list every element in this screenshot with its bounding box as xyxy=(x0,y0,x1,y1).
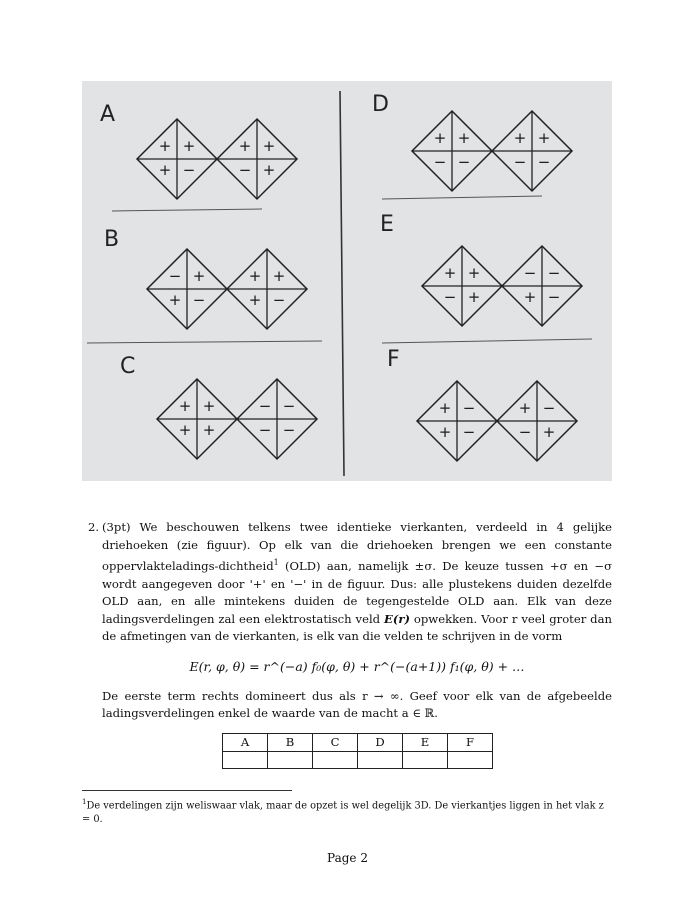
answer-cell-d[interactable] xyxy=(358,752,403,769)
charge-sign: + xyxy=(518,399,532,417)
charge-sign: + xyxy=(248,291,262,309)
charge-sign: − xyxy=(547,264,561,282)
field-symbol: E(r) xyxy=(384,611,410,626)
charge-sign: + xyxy=(182,137,196,155)
answer-cell-c[interactable] xyxy=(313,752,358,769)
charge-sign: + xyxy=(262,137,276,155)
charge-sign: − xyxy=(258,397,272,415)
answer-table-answers xyxy=(223,752,493,769)
footnote-ref: 1 xyxy=(273,558,279,568)
charge-sign: − xyxy=(542,399,556,417)
footnote-text: De verdelingen zijn weliswaar vlak, maar de opzet is wel degelijk 3D. De vierkantjes liggen in het vlak z = 0. xyxy=(82,800,604,826)
panel-label-a: A xyxy=(100,102,116,127)
row-separator-line xyxy=(382,339,592,343)
charge-sign: + xyxy=(438,423,452,441)
charge-sign: − xyxy=(457,153,471,171)
charge-sign: + xyxy=(537,129,551,147)
charge-sign: − xyxy=(182,161,196,179)
charge-sign: + xyxy=(457,129,471,147)
charge-sign: + xyxy=(467,288,481,306)
charge-sign: + xyxy=(178,421,192,439)
question-text xyxy=(102,519,612,646)
charge-sign: + xyxy=(443,264,457,282)
charge-sign: + xyxy=(467,264,481,282)
charge-sign: + xyxy=(178,397,192,415)
answer-cell-e[interactable] xyxy=(403,752,448,769)
answer-table xyxy=(222,733,493,770)
charge-sign: − xyxy=(282,421,296,439)
charge-sign: + xyxy=(262,161,276,179)
table-header-a: A xyxy=(223,733,268,752)
charge-sign: + xyxy=(158,137,172,155)
table-header-b: B xyxy=(268,733,313,752)
charge-sign: − xyxy=(433,153,447,171)
charge-sign: − xyxy=(523,264,537,282)
center-divider-line xyxy=(340,91,344,476)
charge-sign: + xyxy=(158,161,172,179)
charge-sign: − xyxy=(537,153,551,171)
answer-cell-b[interactable] xyxy=(268,752,313,769)
panel-label-e: E xyxy=(380,212,394,237)
panel-label-f: F xyxy=(387,347,400,372)
table-header-c: C xyxy=(313,733,358,752)
charge-sign: + xyxy=(513,129,527,147)
charge-sign: + xyxy=(202,421,216,439)
charge-sign: − xyxy=(547,288,561,306)
charge-sign: + xyxy=(272,267,286,285)
table-header-d: D xyxy=(358,733,403,752)
panel-label-c: C xyxy=(120,354,136,379)
formula-text: E(r, φ, θ) = r^(−a) f₀(φ, θ) + r^(−(a+1)) f₁(φ, θ) + … xyxy=(189,659,525,675)
charge-sign: + xyxy=(192,267,206,285)
question-number: 2. xyxy=(88,520,100,534)
charge-sign: − xyxy=(462,399,476,417)
question-after: De eerste term rechts domineert dus als r → ∞. Geef voor elk van de afgebeelde ladingsverdelingen enkel de waarde van de macht a ∈ ℝ. xyxy=(102,688,612,721)
charge-sign: − xyxy=(513,153,527,171)
page-number: Page 2 xyxy=(327,851,368,865)
charge-sign: − xyxy=(238,161,252,179)
panel-label-d: D xyxy=(372,92,389,117)
answer-cell-f[interactable] xyxy=(448,752,493,769)
charge-sign: + xyxy=(248,267,262,285)
charge-sign: + xyxy=(542,423,556,441)
footnote-divider xyxy=(82,790,292,791)
charge-sign: + xyxy=(202,397,216,415)
charge-sign: − xyxy=(272,291,286,309)
charge-sign: − xyxy=(518,423,532,441)
charge-sign: − xyxy=(168,267,182,285)
table-header-f: F xyxy=(448,733,493,752)
table-header-e: E xyxy=(403,733,448,752)
footnote xyxy=(82,795,612,827)
field-expansion-formula xyxy=(102,658,612,676)
charge-sign: + xyxy=(168,291,182,309)
row-separator-line xyxy=(87,341,322,343)
charge-sign: + xyxy=(523,288,537,306)
question-part2: (OLD) aan, namelijk ±σ. De keuze tussen +σ en −σ wordt aangegeven door '+' en '−' in de figuur. Dus: alle plustekens duiden dezelfde OLD aan, en alle mintekens duiden de tegengestelde OLD aan. Elk van deze ladingsverdelingen zal een elektrostatisch veld xyxy=(102,559,612,626)
charge-sign: − xyxy=(443,288,457,306)
question-part3: opwekken. Voor r veel groter dan de afmetingen van de vierkanten, is elk van die velden te schrijven in de vorm xyxy=(102,611,612,644)
question-2 xyxy=(88,519,612,769)
charge-sign: + xyxy=(438,399,452,417)
charge-sign: − xyxy=(462,423,476,441)
charge-sign: − xyxy=(192,291,206,309)
panel-label-b: B xyxy=(104,227,120,252)
row-separator-line xyxy=(382,196,542,199)
row-separator-line xyxy=(112,209,262,211)
charge-sign: − xyxy=(258,421,272,439)
answer-table-header xyxy=(223,733,493,752)
footnote-mark: 1 xyxy=(82,798,87,806)
question-intro: (3pt) We beschouwen telkens twee identieke vierkanten, verdeeld in 4 gelijke driehoeken (zie figuur). Op elk van die driehoeken brengen we een constante oppervlakteladings-dichtheid xyxy=(102,520,612,574)
charge-sign: + xyxy=(433,129,447,147)
answer-cell-a[interactable] xyxy=(223,752,268,769)
charge-sign: + xyxy=(238,137,252,155)
charge-sign: − xyxy=(282,397,296,415)
charge-distribution-photo xyxy=(82,81,612,481)
